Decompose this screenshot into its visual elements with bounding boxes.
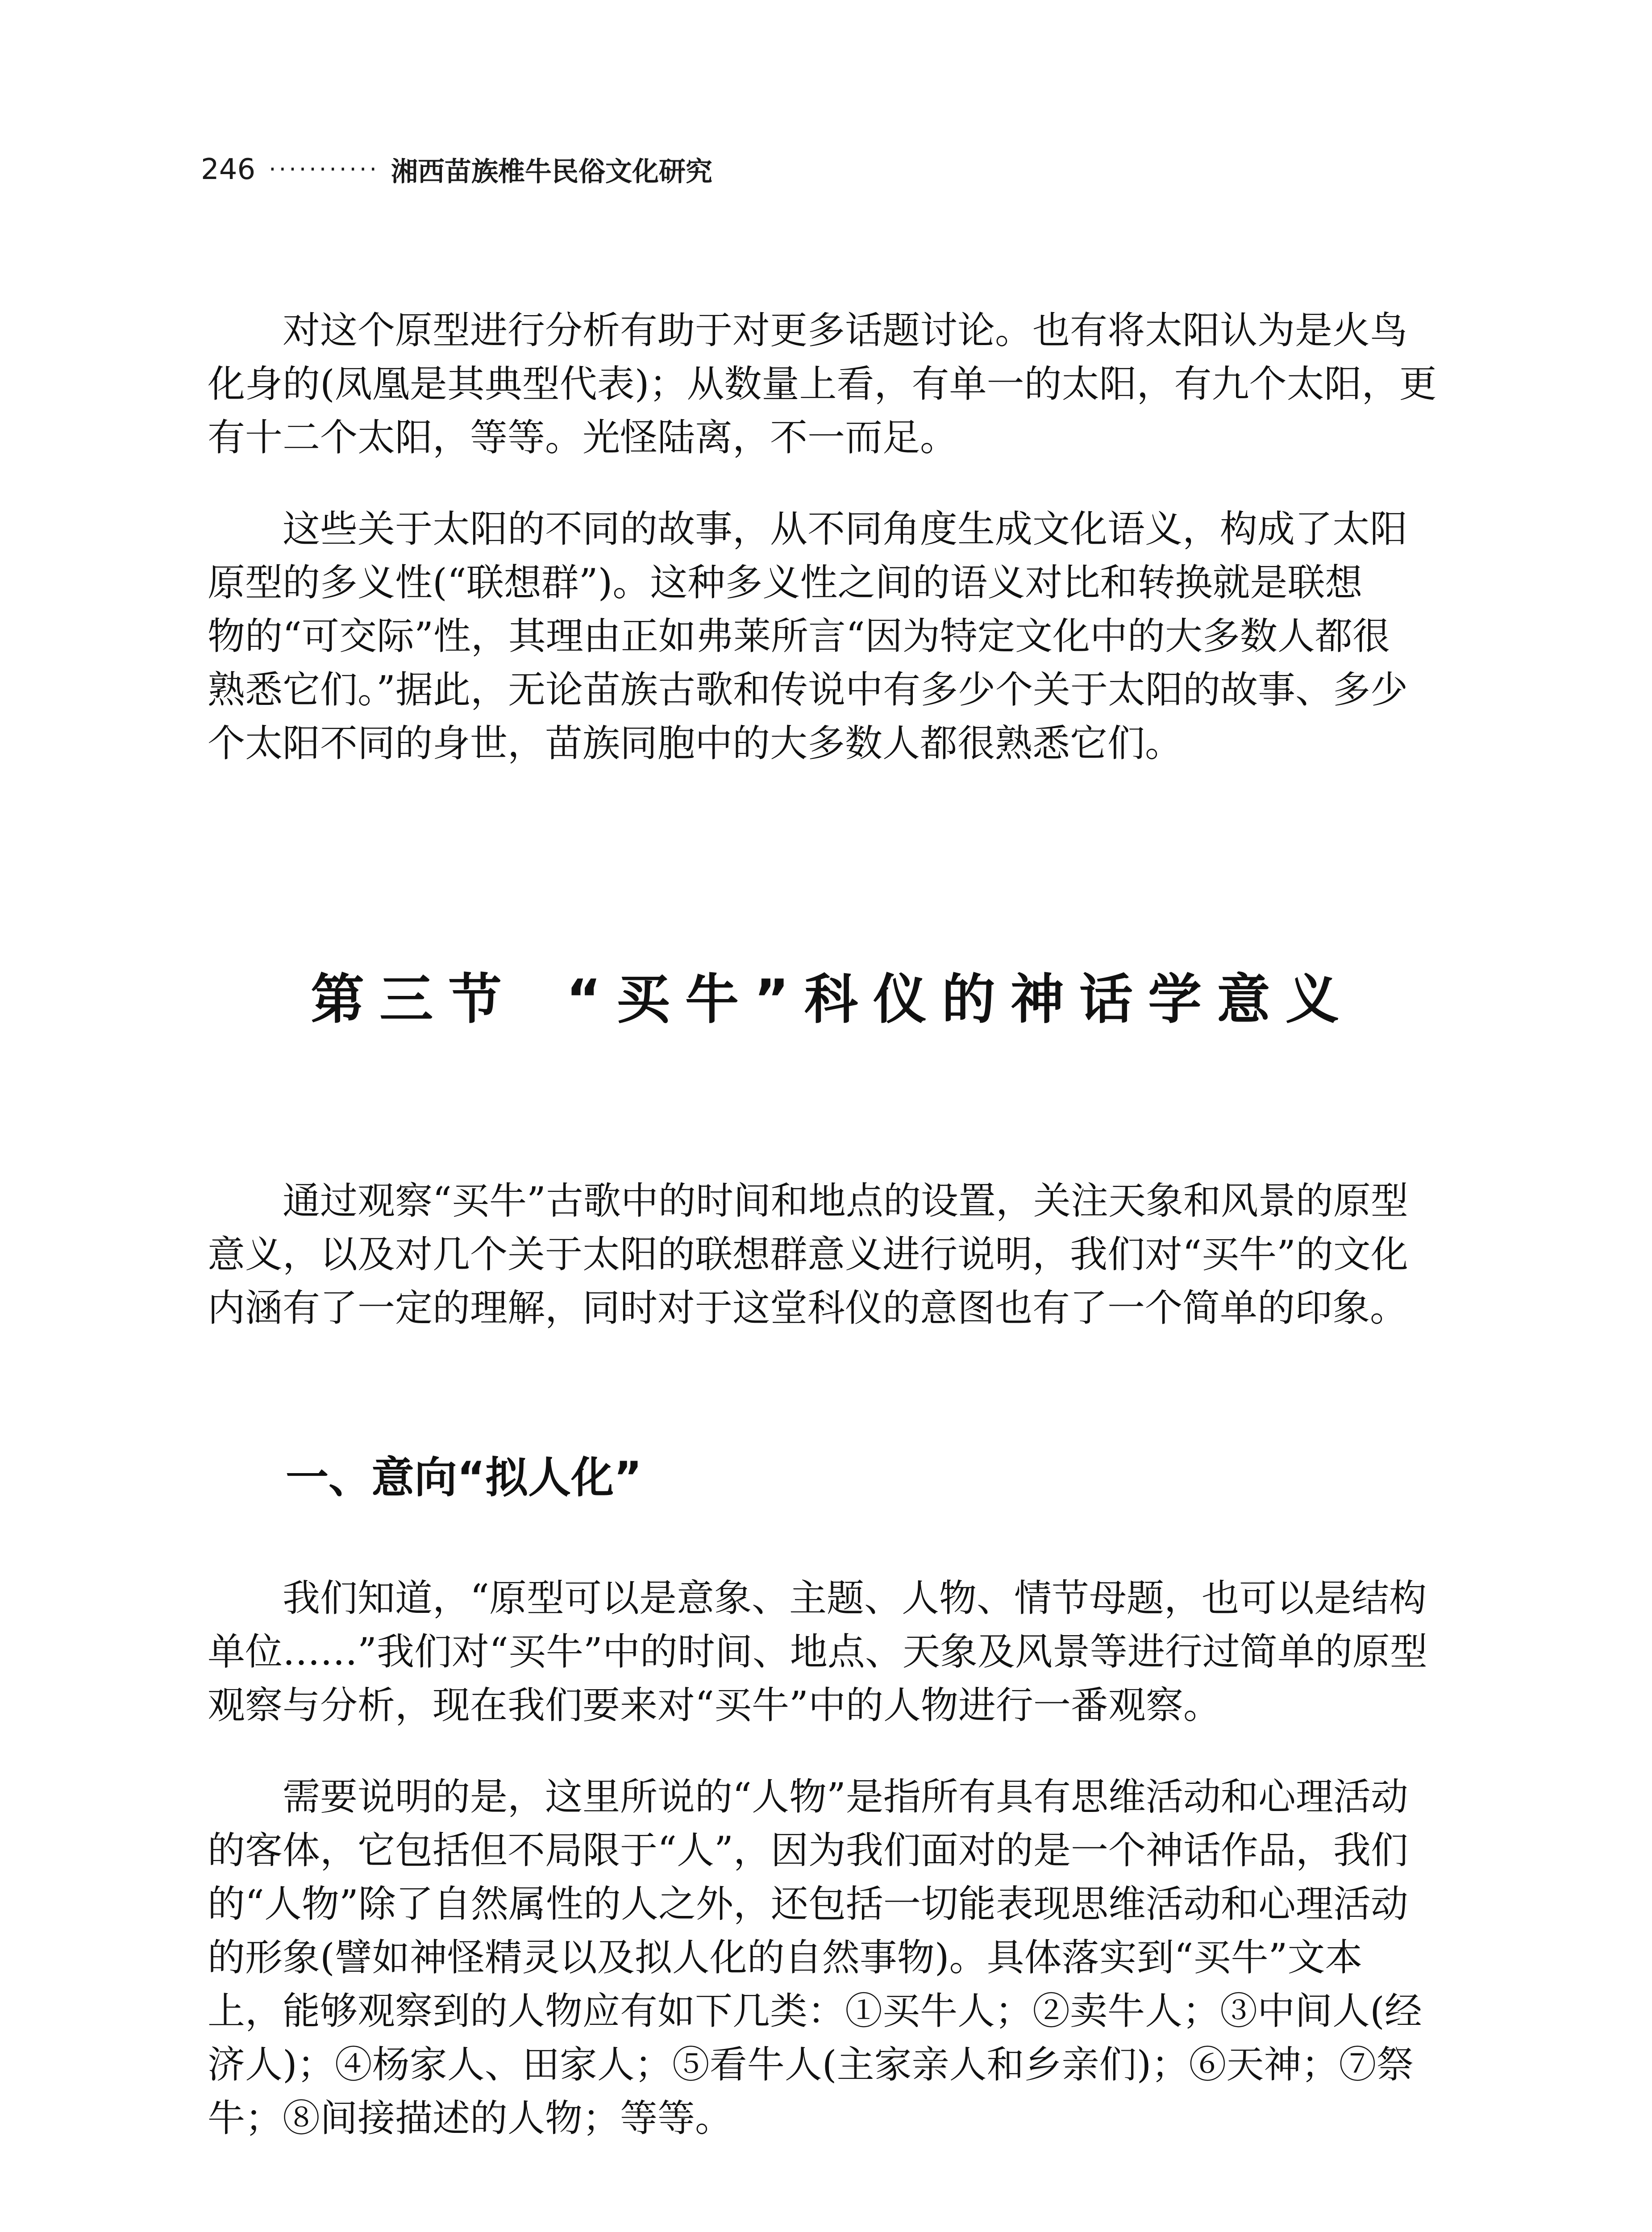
section-heading: “买牛”科仪的神话学意义	[566, 969, 1354, 1031]
book-title: 湘西苗族椎牛民俗文化研究	[391, 156, 712, 187]
text-line: 有十二个太阳，等等。光怪陆离，不一而足。	[208, 416, 958, 459]
text-line: 牛；⑧间接描述的人物；等等。	[208, 2096, 733, 2140]
text-line: 化身的(凤凰是其典型代表)；从数量上看，有单一的太阳，有九个太阳，更	[208, 362, 1437, 406]
text-line: 意义，以及对几个关于太阳的联想群意义进行说明，我们对“买牛”的文化	[208, 1233, 1408, 1276]
text-line: 个太阳不同的身世，苗族同胞中的大多数人都很熟悉它们。	[208, 721, 1183, 765]
subsection-title: 一、意向“拟人化”	[286, 1453, 642, 1503]
paragraph-3	[208, 1174, 1457, 1335]
text-line: 上，能够观察到的人物应有如下几类：①买牛人；②卖牛人；③中间人(经	[208, 1989, 1422, 2033]
paragraph-2	[208, 502, 1457, 770]
paragraph-4	[208, 1571, 1457, 1732]
text-line: 单位……”我们对“买牛”中的时间、地点、天象及风景等进行过简单的原型	[208, 1630, 1427, 1674]
page-number: 246	[201, 153, 256, 186]
text-line: 通过观察“买牛”古歌中的时间和地点的设置，关注天象和风景的原型	[283, 1179, 1408, 1223]
text-line: 内涵有了一定的理解，同时对于这堂科仪的意图也有了一个简单的印象。	[208, 1286, 1408, 1330]
text-line: 的“人物”除了自然属性的人之外，还包括一切能表现思维活动和心理活动	[208, 1882, 1408, 1926]
text-line: 的形象(譬如神怪精灵以及拟人化的自然事物)。具体落实到“买牛”文本	[208, 1936, 1363, 1979]
text-line: 熟悉它们。”据此，无论苗族古歌和传说中有多少个关于太阳的故事、多少	[208, 668, 1408, 712]
text-line: 观察与分析，现在我们要来对“买牛”中的人物进行一番观察。	[208, 1683, 1221, 1727]
text-line: 的客体，它包括但不局限于“人”，因为我们面对的是一个神话作品，我们	[208, 1828, 1408, 1872]
text-line: 济人)；④杨家人、田家人；⑤看牛人(主家亲人和乡亲们)；⑥天神；⑦祭	[208, 2043, 1414, 2086]
text-line: 我们知道，“原型可以是意象、主题、人物、情节母题，也可以是结构	[283, 1576, 1427, 1620]
text-line: 这些关于太阳的不同的故事，从不同角度生成文化语义，构成了太阳	[283, 507, 1408, 551]
running-header	[201, 147, 712, 192]
paragraph-1	[208, 304, 1457, 464]
paragraph-5	[208, 1770, 1457, 2145]
section-title	[208, 964, 1457, 1036]
text-line: 对这个原型进行分析有助于对更多话题讨论。也有将太阳认为是火鸟	[283, 308, 1408, 352]
text-line: 原型的多义性(“联想群”)。这种多义性之间的语义对比和转换就是联想	[208, 561, 1363, 604]
header-dots: ···········	[269, 156, 379, 183]
section-number: 第三节	[311, 969, 517, 1031]
text-line: 需要说明的是，这里所说的“人物”是指所有具有思维活动和心理活动	[283, 1775, 1408, 1819]
text-line: 物的“可交际”性，其理由正如弗莱所言“因为特定文化中的大多数人都很	[208, 614, 1390, 658]
